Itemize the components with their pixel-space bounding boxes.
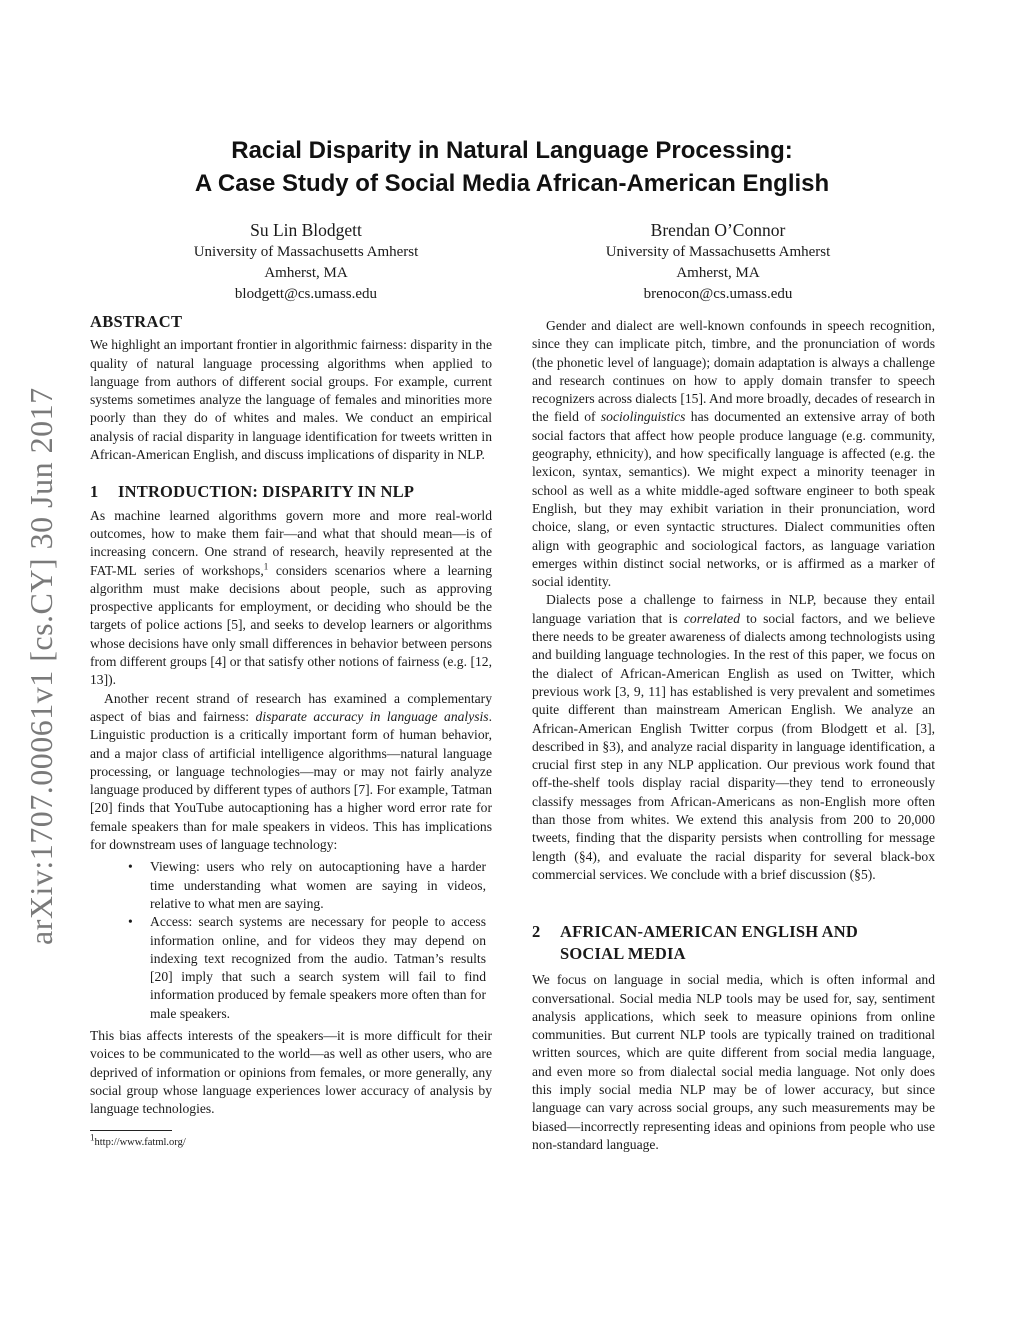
author-name: Brendan O’Connor (650, 220, 786, 240)
author-location: Amherst, MA (676, 265, 760, 281)
footnote-divider (90, 1130, 172, 1131)
author-affiliation: University of Massachusetts Amherst (605, 244, 831, 260)
right-paragraph-1: Gender and dialect are well-known confounds in speech recognition, since they can implicate pitch, timbre, and the pronunciation of words (the phonetic level of language); domain adaptation is always a challenge and research continues on how to apply domain transfer to speech recognizers across dialects [15]. And more broadly, decades of research in the field of sociolinguistics has documented an extensive array of both social factors that affect how people produce language (e.g. community, geography, ethnicity), and how specifically language is affected (e.g. the lexicon, syntax, semantics). We might expect a minority teenager in school as well as a white middle-aged software engineer to both speak English, but they may exhibit variation in their pronunciation, word choice, slang, or even syntactic structures. Dialect communities often align with geographic and sociological factors, as language variation emerges within distinct social networks, or is affirmed as a marker of social identity. (532, 318, 935, 590)
section-1-heading (90, 483, 492, 501)
title-line-2: A Case Study of Social Media African-American English (194, 170, 830, 197)
section-number: 1 (90, 482, 99, 502)
author-email: brenocon@cs.umass.edu (643, 286, 793, 302)
footnote-marker: 1 (263, 561, 269, 572)
author-affiliation: University of Massachusetts Amherst (193, 244, 419, 260)
list-item: • Access: search systems are necessary for people to access information online, and for videos they may depend on indexing text recognized from the audio. Tatman’s results [20] imply that such a search system will fail to find information produced by female speakers more often than for male speakers. (128, 914, 486, 1021)
author-location: Amherst, MA (264, 265, 348, 281)
section-2-heading: 2 AFRICAN-AMERICAN ENGLISH AND SOCIAL MEDIA (532, 922, 859, 964)
section-title: INTRODUCTION: DISPARITY IN NLP (118, 482, 415, 502)
left-column (90, 313, 492, 1149)
arxiv-sidebar-label: arXiv:1707.00061v1 [cs.CY] 30 Jun 2017 (23, 387, 59, 945)
intro-paragraph-1: As machine learned algorithms govern more and more real-world outcomes, how to make them fair—and what that should mean—is of increasing concern. One strand of research, heavily represented at the FAT-ML series of workshops,$^1$ considers scenarios where a learning algorithm must make decisions about people, such as approving prospective applicants for employment, or deciding who should be the targets of police actions [5], and seeks to develop learners or algorithms whose decisions have only small differences in behavior between persons from different groups [4] or that satisfy other notions of fairness (e.g. [12, 13]). (90, 507, 492, 688)
abstract-text: We highlight an important frontier in algorithmic fairness: disparity in the quality of natural language processing algorithms when applied to language from authors of different social groups. For example, current systems sometimes analyze the language of females and minorities more poorly than they do of whites and males. We conduct an empirical analysis of racial disparity in language identification for tweets written in African-American English, and discuss implications of disparity in NLP. (90, 337, 492, 463)
section-2-paragraph: We focus on language in social media, which is often informal and conversational. Social media NLP tools may be used for, say, sentiment analysis applications, which seek to measure opinions from online communities. But current NLP tools are typically trained on traditional written sources, which are quite different from social media language, and even more so from dialectal social media language. Not only does this imply social media NLP may be of lower accuracy, but since language can vary across social groups, any such measurements may be biased—incorrectly representing ideas and opinions from people who use non-standard language. (532, 972, 935, 1152)
right-column (532, 317, 935, 1154)
paper-title (90, 134, 934, 200)
title-line-1: Racial Disparity in Natural Language Processing: (231, 137, 793, 164)
author-name: Su Lin Blodgett (250, 220, 362, 240)
bullet-list (90, 858, 492, 1023)
section-number: 2 (532, 922, 541, 942)
author-email: blodgett@cs.umass.edu (234, 286, 378, 302)
right-paragraph-2: Dialects pose a challenge to fairness in NLP, because they entail language variation that is correlated to social factors, and we believe there needs to be greater awareness of dialects among technologists using and building language technologies. In the rest of this paper, we focus on the dialect of African-American English as used on Twitter, which previous work [3, 9, 11] has established is very prevalent and sometimes quite different than mainstream American English. We analyze an African-American English Twitter corpus (from Blodgett et al. [3], described in §3), and analyze racial disparity in language identification, a crucial first step in any NLP application. Our previous work found that off-the-shelf tools display racial disparity—they tend to erroneously classify messages from African-Americans as non-English more often than those from whites. We extend this analysis from 200 to 20,000 tweets, finding that the disparity persists when controlling for message length (§4), and evaluate the racial disparity for several black-box commercial services. We conclude with a brief discussion (§5). (532, 592, 935, 882)
author-block-2 (538, 218, 898, 305)
author-block-1 (126, 218, 486, 305)
footnote-link[interactable]: http://www.fatml.org/ (94, 1137, 186, 1149)
bullet-icon: • (128, 859, 133, 875)
list-item: • Viewing: users who rely on autocaptioning have a harder time understanding what women are saying in videos, relative to what men are saying. (128, 859, 486, 911)
bullet-icon: • (128, 914, 133, 930)
intro-paragraph-2: Another recent strand of research has examined a complementary aspect of bias and fairness: disparate accuracy in language analysis. Linguistic production is a critically important form of human behavior, and a major class of artificial intelligence algorithms—natural language processing, or language technologies—may or may not fairly analyze language produced by different types of authors [7]. For example, Tatman [20] finds that YouTube autocaptioning has a higher word error rate for female speakers than for male speakers in videos. This has implications for downstream uses of language technology: (90, 690, 492, 853)
abstract-heading: ABSTRACT (90, 312, 183, 331)
footnote: $^1$http://www.fatml.org/ (90, 1132, 186, 1149)
intro-paragraph-3: This bias affects interests of the speakers—it is more difficult for their voices to be communicated to the world—as well as other users, who are deprived of information or opinions from females, or more generally, any social group whose language experiences lower accuracy of analysis by language technologies. (90, 1027, 492, 1117)
